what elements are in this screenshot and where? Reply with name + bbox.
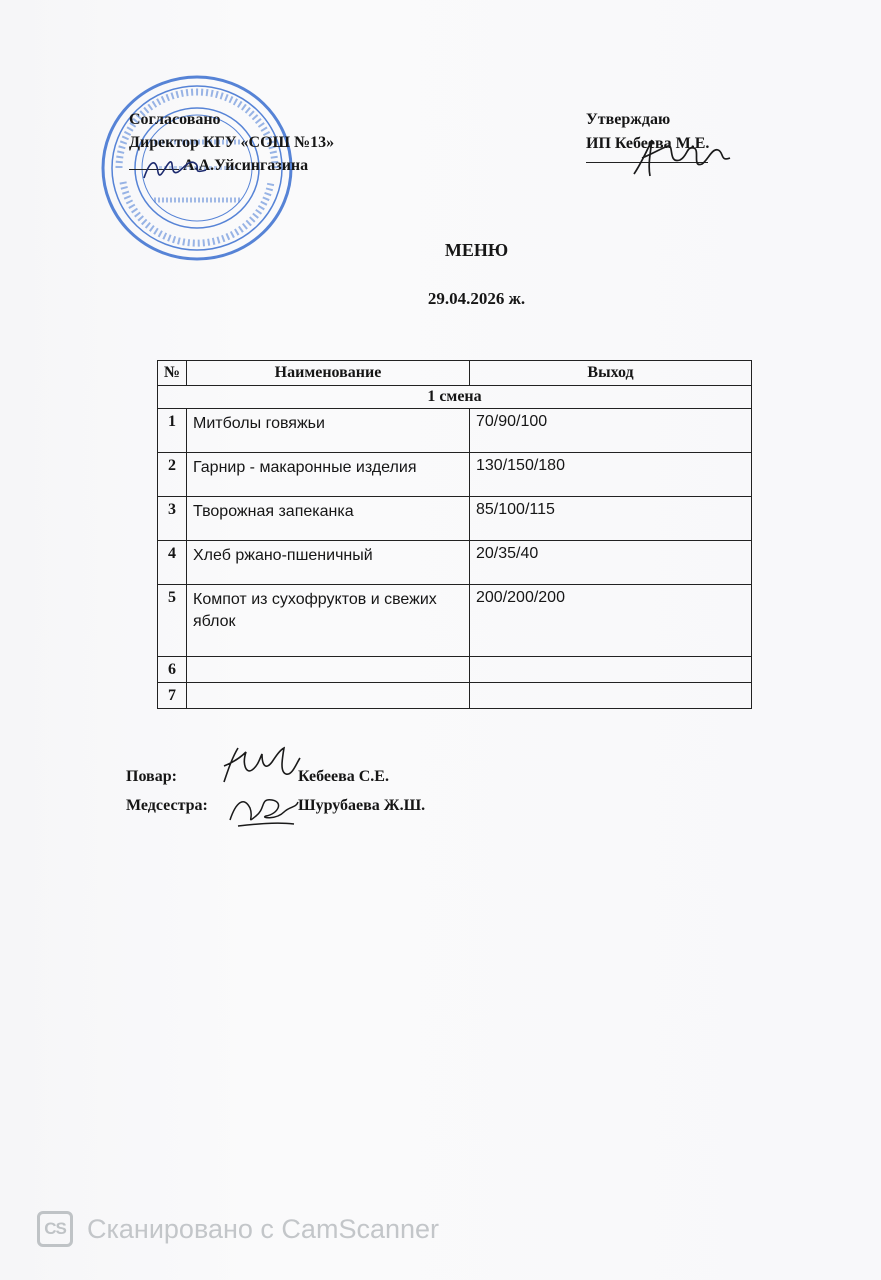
row-number: 5 bbox=[158, 585, 187, 657]
menu-table bbox=[157, 360, 752, 709]
nurse-line bbox=[126, 797, 426, 815]
menu-date: 29.04.2026 ж. bbox=[427, 289, 526, 308]
dish-output bbox=[470, 657, 752, 683]
cook-label: Повар: bbox=[126, 768, 177, 785]
table-row bbox=[158, 585, 752, 657]
column-header-number: № bbox=[158, 361, 187, 386]
row-number: 4 bbox=[158, 541, 187, 585]
dish-output: 20/35/40 bbox=[470, 541, 752, 585]
dish-name: Компот из сухофруктов и свежих яблок bbox=[187, 585, 470, 657]
approval-agreed-label: Согласовано bbox=[129, 111, 221, 128]
cook-line bbox=[126, 768, 389, 786]
nurse-name: Шурубаева Ж.Ш. bbox=[298, 797, 426, 814]
row-number: 1 bbox=[158, 409, 187, 453]
dish-name bbox=[187, 683, 470, 709]
entrepreneur-signature bbox=[628, 134, 734, 182]
approval-director-name: А.А.Уйсингазина bbox=[183, 157, 309, 174]
column-header-name: Наименование bbox=[187, 361, 470, 386]
approval-director-title: Директор КГУ «СОШ №13» bbox=[129, 134, 335, 151]
cook-signature bbox=[216, 744, 302, 788]
row-number: 2 bbox=[158, 453, 187, 497]
nurse-label: Медсестра: bbox=[126, 797, 208, 814]
watermark-text: Сканировано с CamScanner bbox=[87, 1213, 440, 1244]
dish-name: Хлеб ржано-пшеничный bbox=[187, 541, 470, 585]
dish-output: 130/150/180 bbox=[470, 453, 752, 497]
table-row bbox=[158, 409, 752, 453]
table-row bbox=[158, 497, 752, 541]
dish-output: 85/100/115 bbox=[470, 497, 752, 541]
approval-entrepreneur-name: ИП Кебеева М.Е. bbox=[586, 135, 710, 152]
dish-name: Митболы говяжьи bbox=[187, 409, 470, 453]
camscanner-logo-icon: CS bbox=[37, 1211, 73, 1247]
dish-output bbox=[470, 683, 752, 709]
dish-name bbox=[187, 657, 470, 683]
row-number: 7 bbox=[158, 683, 187, 709]
dish-name: Творожная запеканка bbox=[187, 497, 470, 541]
page-title: МЕНЮ bbox=[444, 240, 509, 260]
shift-row bbox=[158, 386, 752, 409]
shift-label: 1 смена bbox=[158, 386, 752, 409]
table-row bbox=[158, 657, 752, 683]
table-row bbox=[158, 453, 752, 497]
table-row bbox=[158, 683, 752, 709]
approval-approve-label: Утверждаю bbox=[586, 111, 671, 128]
cook-name: Кебеева С.Е. bbox=[298, 768, 389, 785]
director-signature bbox=[140, 150, 210, 186]
nurse-signature bbox=[226, 790, 302, 830]
dish-output: 200/200/200 bbox=[470, 585, 752, 657]
camscanner-watermark bbox=[37, 1211, 439, 1247]
column-header-output: Выход bbox=[470, 361, 752, 386]
table-row bbox=[158, 541, 752, 585]
row-number: 3 bbox=[158, 497, 187, 541]
table-header-row bbox=[158, 361, 752, 386]
dish-name: Гарнир - макаронные изделия bbox=[187, 453, 470, 497]
dish-output: 70/90/100 bbox=[470, 409, 752, 453]
row-number: 6 bbox=[158, 657, 187, 683]
